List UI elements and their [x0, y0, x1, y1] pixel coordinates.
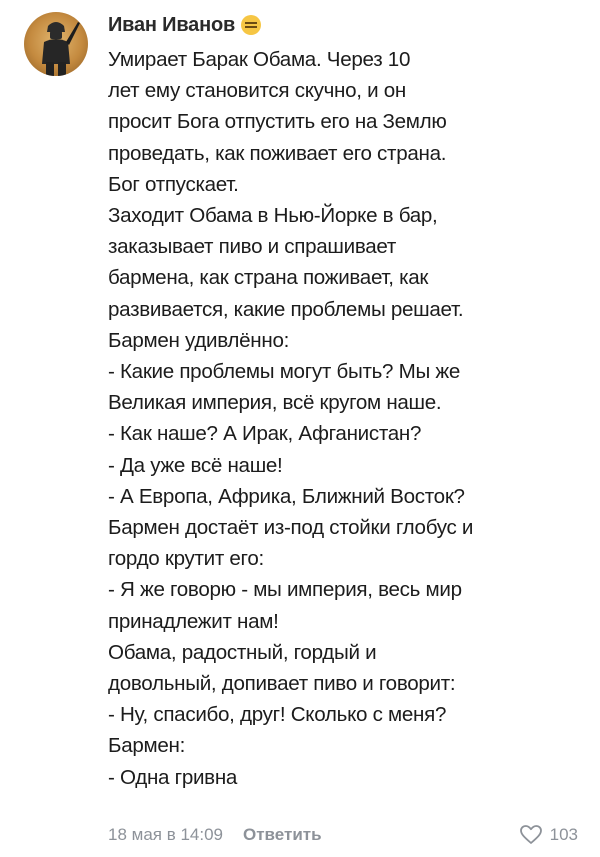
comment-text-line: Бог отпускает. [108, 172, 239, 196]
comment-date[interactable]: 18 мая в 14:09 [108, 825, 223, 844]
reply-button[interactable]: Ответить [243, 825, 322, 844]
comment-text-line: проведать, как поживает его страна. [108, 141, 447, 165]
comment-text [108, 44, 588, 793]
comment-text-line: гордо крутит его: [108, 547, 264, 571]
comment-text-line: развивается, какие проблемы решает. [108, 297, 464, 321]
author-name[interactable]: Иван Иванов [108, 13, 236, 36]
comment-text-line: - Да уже всё наше! [108, 453, 283, 477]
comment-text-line: Бармен достаёт из-под стойки глобус и [108, 516, 474, 540]
comment-text-line: - Какие проблемы могут быть? Мы же [108, 360, 461, 384]
comment-text-line: - Как наше? А Ирак, Афганистан? [108, 422, 422, 446]
comment-text-line: - А Европа, Африка, Ближний Восток? [108, 484, 465, 508]
comment-text-line: Обама, радостный, гордый и [108, 640, 377, 664]
comment-text-line: - Ну, спасибо, друг! Сколько с меня? [108, 703, 447, 727]
comment-text-line: принадлежит нам! [108, 609, 279, 633]
expressionless-face-emoji-icon [241, 15, 261, 35]
like-button[interactable] [520, 825, 578, 845]
comment-text-line: Бармен: [108, 734, 186, 758]
comment-text-line: довольный, допивает пиво и говорит: [108, 672, 456, 696]
comment-text-line: - Я же говорю - мы империя, весь мир [108, 578, 462, 602]
comment-meta [108, 822, 578, 848]
comment-text-line: бармена, как страна поживает, как [108, 266, 429, 290]
comment-text-line: Умирает Барак Обама. Через 10 [108, 48, 411, 71]
comment-text-line: Бармен удивлённо: [108, 328, 290, 352]
comment-text-line: лет ему становится скучно, и он [108, 79, 406, 103]
author-row [108, 10, 588, 40]
comment-content [108, 10, 588, 793]
heart-icon [520, 825, 542, 845]
avatar[interactable] [24, 12, 88, 76]
comment-text-line: заказывает пиво и спрашивает [108, 235, 397, 259]
comment-text-line: - Одна гривна [108, 765, 238, 789]
comment-text-line: Великая империя, всё кругом наше. [108, 391, 442, 415]
comment-text-line: Заходит Обама в Нью-Йорке в бар, [108, 204, 438, 228]
soldier-silhouette-icon [24, 12, 88, 76]
comment-text-line: просит Бога отпустить его на Землю [108, 110, 447, 134]
like-count: 103 [549, 825, 578, 844]
